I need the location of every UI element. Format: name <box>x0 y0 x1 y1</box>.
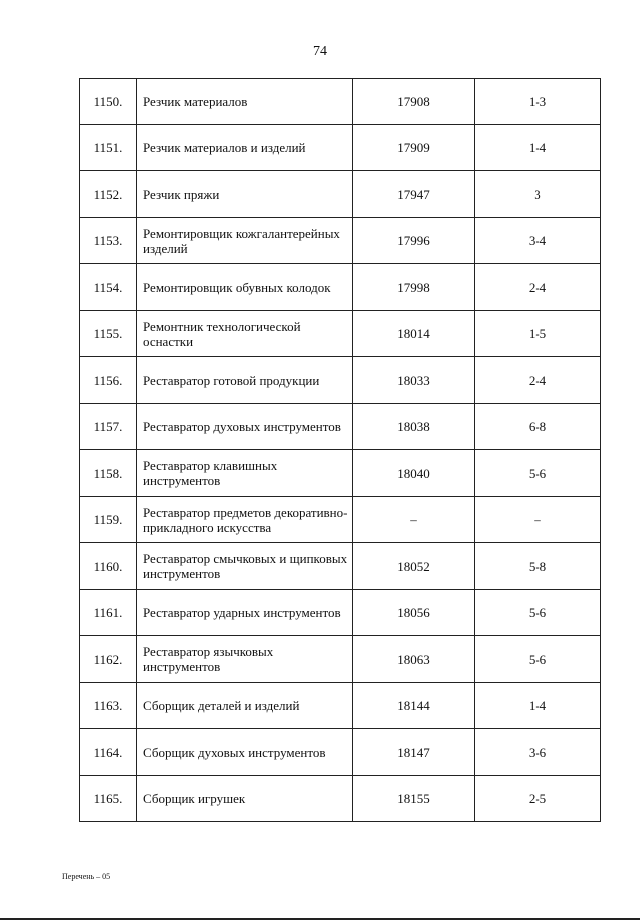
profession-code-cell: 17908 <box>353 79 475 125</box>
profession-name-cell: Реставратор смычковых и щипковых инструментов <box>137 543 353 590</box>
row-number-cell: 1158. <box>80 450 137 497</box>
profession-name-cell: Сборщик духовых инструментов <box>137 729 353 776</box>
grade-range-cell: 1-3 <box>475 79 601 125</box>
table-row <box>80 543 601 590</box>
table-row <box>80 311 601 357</box>
table-row <box>80 125 601 171</box>
profession-code-cell: – <box>353 497 475 543</box>
table-row <box>80 683 601 729</box>
profession-code-cell: 18063 <box>353 636 475 683</box>
profession-code-cell: 17909 <box>353 125 475 171</box>
grade-range-cell: 5-6 <box>475 450 601 497</box>
profession-name-cell: Резчик материалов <box>137 79 353 125</box>
grade-range-cell: 2-4 <box>475 264 601 311</box>
table-row <box>80 264 601 311</box>
table-row <box>80 590 601 636</box>
row-number-cell: 1153. <box>80 218 137 264</box>
profession-name-cell: Резчик пряжи <box>137 171 353 218</box>
profession-name-cell: Реставратор духовых инструментов <box>137 404 353 450</box>
table-row <box>80 497 601 543</box>
profession-name-cell: Сборщик деталей и изделий <box>137 683 353 729</box>
row-number-cell: 1155. <box>80 311 137 357</box>
row-number-cell: 1159. <box>80 497 137 543</box>
row-number-cell: 1156. <box>80 357 137 404</box>
profession-code-cell: 18155 <box>353 776 475 822</box>
grade-range-cell: 3 <box>475 171 601 218</box>
grade-range-cell: 3-4 <box>475 218 601 264</box>
grade-range-cell: 5-6 <box>475 590 601 636</box>
row-number-cell: 1160. <box>80 543 137 590</box>
grade-range-cell: 1-4 <box>475 683 601 729</box>
row-number-cell: 1161. <box>80 590 137 636</box>
profession-code-cell: 17996 <box>353 218 475 264</box>
row-number-cell: 1152. <box>80 171 137 218</box>
profession-name-cell: Реставратор ударных инструментов <box>137 590 353 636</box>
table-row <box>80 79 601 125</box>
profession-code-cell: 18056 <box>353 590 475 636</box>
table-row <box>80 636 601 683</box>
profession-code-cell: 18052 <box>353 543 475 590</box>
profession-code-cell: 18144 <box>353 683 475 729</box>
row-number-cell: 1163. <box>80 683 137 729</box>
grade-range-cell: 2-4 <box>475 357 601 404</box>
profession-code-cell: 18014 <box>353 311 475 357</box>
grade-range-cell: 3-6 <box>475 729 601 776</box>
profession-name-cell: Ремонтировщик обувных колодок <box>137 264 353 311</box>
document-footer: Перечень – 05 <box>62 872 111 881</box>
profession-name-cell: Реставратор предметов декоративно-прикладного искусства <box>137 497 353 543</box>
grade-range-cell: 5-8 <box>475 543 601 590</box>
row-number-cell: 1165. <box>80 776 137 822</box>
profession-code-cell: 18033 <box>353 357 475 404</box>
profession-name-cell: Ремонтировщик кожгалантерейных изделий <box>137 218 353 264</box>
table-row <box>80 357 601 404</box>
row-number-cell: 1154. <box>80 264 137 311</box>
table-row <box>80 776 601 822</box>
bottom-rule <box>0 918 640 920</box>
profession-name-cell: Ремонтник технологической оснастки <box>137 311 353 357</box>
grade-range-cell: 1-4 <box>475 125 601 171</box>
row-number-cell: 1157. <box>80 404 137 450</box>
row-number-cell: 1164. <box>80 729 137 776</box>
table-row <box>80 729 601 776</box>
table-row <box>80 404 601 450</box>
profession-code-cell: 18038 <box>353 404 475 450</box>
professions-table <box>79 78 601 822</box>
profession-name-cell: Реставратор язычковых инструментов <box>137 636 353 683</box>
profession-code-cell: 17947 <box>353 171 475 218</box>
grade-range-cell: 2-5 <box>475 776 601 822</box>
row-number-cell: 1151. <box>80 125 137 171</box>
row-number-cell: 1150. <box>80 79 137 125</box>
table-row <box>80 171 601 218</box>
profession-code-cell: 18040 <box>353 450 475 497</box>
row-number-cell: 1162. <box>80 636 137 683</box>
page-number: 74 <box>313 44 327 59</box>
profession-name-cell: Реставратор клавишных инструментов <box>137 450 353 497</box>
grade-range-cell: 5-6 <box>475 636 601 683</box>
grade-range-cell: – <box>475 497 601 543</box>
table-row <box>80 450 601 497</box>
grade-range-cell: 1-5 <box>475 311 601 357</box>
profession-name-cell: Реставратор готовой продукции <box>137 357 353 404</box>
profession-code-cell: 17998 <box>353 264 475 311</box>
profession-name-cell: Сборщик игрушек <box>137 776 353 822</box>
table-row <box>80 218 601 264</box>
profession-name-cell: Резчик материалов и изделий <box>137 125 353 171</box>
grade-range-cell: 6-8 <box>475 404 601 450</box>
profession-code-cell: 18147 <box>353 729 475 776</box>
